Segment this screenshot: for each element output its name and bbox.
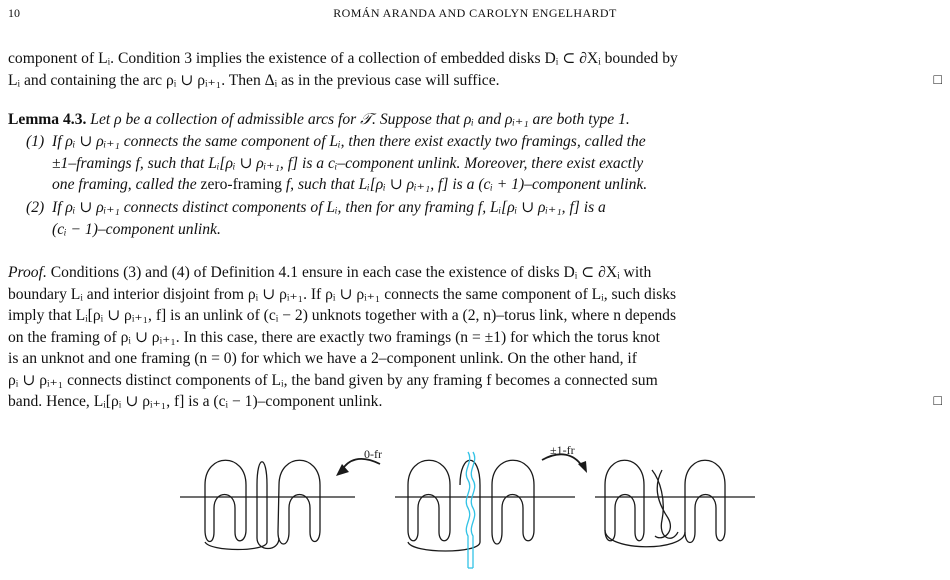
arrow-pm-one-framing: [542, 443, 587, 473]
qed-symbol: □: [933, 394, 942, 409]
lemma-label: Lemma 4.3.: [8, 111, 87, 128]
arrow-zero-framing: [336, 447, 382, 476]
paragraph-continuation: [8, 48, 942, 91]
page-number: 10: [8, 6, 20, 20]
proof-label: Proof.: [8, 264, 47, 281]
item-number: (1): [26, 133, 45, 150]
text-line: Proof. Conditions (3) and (4) of Definition 4.1 ensure in each case the existence of disks Dᵢ ⊂ ∂Xᵢ with: [8, 264, 652, 281]
text-line: ρᵢ ∪ ρᵢ₊₁ connects distinct components of Lᵢ, the band given by any framing f becomes a connected sum: [8, 371, 658, 389]
text-line: If ρᵢ ∪ ρᵢ₊₁ connects the same component of Lᵢ, then there exist exactly two framings, called the: [52, 133, 646, 150]
lemma-statement: [8, 109, 942, 131]
qed-symbol: □: [933, 72, 942, 88]
text-line: imply that Lᵢ[ρᵢ ∪ ρᵢ₊₁, f] is an unlink of (cᵢ − 2) unknots together with a (2, n)–torus link, where n depends: [8, 307, 677, 324]
text-line: one framing, called the zero-framing f, such that Lᵢ[ρᵢ ∪ ρᵢ₊₁, f] is a (cᵢ + 1)–component unlink.: [52, 176, 648, 193]
lemma-item-1: [26, 131, 942, 196]
text-line: band. Hence, Lᵢ[ρᵢ ∪ ρᵢ₊₁, f] is a (cᵢ − 1)–component unlink. □: [8, 391, 942, 413]
item-number: (2): [26, 199, 45, 216]
text-line: (cᵢ − 1)–component unlink.: [52, 220, 221, 238]
admissible-band: [466, 452, 474, 568]
lemma-item-2: [26, 197, 942, 240]
running-title: ROMÁN ARANDA AND CAROLYN ENGELHARDT: [333, 6, 617, 20]
link-diagram-pm-one-framing: [595, 460, 755, 547]
text-line: boundary Lᵢ and interior disjoint from ρᵢ ∪ ρᵢ₊₁. If ρᵢ ∪ ρᵢ₊₁ connects the same component of Lᵢ, such disks: [8, 285, 677, 303]
text-line: Lᵢ and containing the arc ρᵢ ∪ ρᵢ₊₁. Then Δᵢ as in the previous case will suffice. □: [8, 70, 942, 92]
lemma-text: Let ρ be a collection of admissible arcs for 𝒯. Suppose that ρᵢ and ρᵢ₊₁ are both type 1.: [90, 111, 630, 128]
arrow-label-zero: 0-fr: [364, 447, 382, 461]
text-line: is an unknot and one framing (n = 0) for which we have a 2–component unlink. On the other hand, if: [8, 350, 637, 367]
text-line: ±1–framings f, such that Lᵢ[ρᵢ ∪ ρᵢ₊₁, f] is a cᵢ–component unlink. Moreover, there exist exactly: [52, 154, 644, 172]
arrow-label-pm-one: ±1-fr: [550, 443, 575, 457]
text-line: If ρᵢ ∪ ρᵢ₊₁ connects distinct components of Lᵢ, then for any framing f, Lᵢ[ρᵢ ∪ ρᵢ₊₁, f] is a: [52, 199, 606, 216]
text-line: component of Lᵢ. Condition 3 implies the existence of a collection of embedded disks Dᵢ ⊂ ∂Xᵢ bounded by: [8, 50, 678, 67]
proof-paragraph: [8, 262, 942, 413]
link-diagram-zero-framing: [180, 460, 355, 549]
text-line: on the framing of ρᵢ ∪ ρᵢ₊₁. In this case, there are exactly two framings (n = ±1) for which the torus knot: [8, 328, 660, 346]
link-diagram-band: [395, 460, 575, 551]
band-framing-figure: [150, 440, 790, 570]
